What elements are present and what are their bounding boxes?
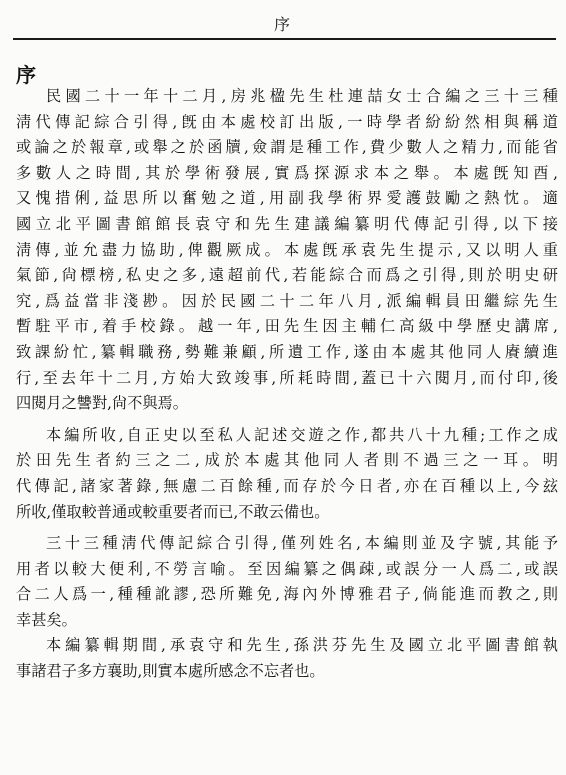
- running-header-title: 序: [273, 15, 292, 34]
- paragraph-line: 代傳記,諸家著錄,無慮二百餘種,而存於今日者,亦在百種以上,今玆: [16, 476, 558, 495]
- paragraph-line: 淸傳,並允盡力協助,俾觀厥成。本處旣承袁先生提示,又以明人重: [16, 240, 558, 259]
- paragraph-line: 淸代傳記綜合引得,旣由本處校訂出版,一時學者紛紛然相與稱道: [16, 112, 558, 131]
- paragraph-line: 事諸君子多方襄助,則實本處所感念不忘者也。: [16, 662, 325, 681]
- paragraph-line: 或論之於報章,或舉之於函牘,僉謂是種工作,費少數人之精力,而能省: [16, 138, 558, 157]
- paragraph-line: 致課紛忙,纂輯職務,勢難兼顧,所遺工作,遂由本處其他同人賡續進: [16, 342, 558, 361]
- paragraph-line: 四閱月之讐對,尙不與焉。: [16, 394, 188, 413]
- paragraph-line: 本編所收,自正史以至私人記述交遊之作,都共八十九種;工作之成: [46, 425, 558, 444]
- header-rule: [13, 38, 556, 40]
- paragraph-line: 所收,僅取較普通或較重要者而已,不敢云備也。: [16, 502, 330, 521]
- paragraph-line: 氣節,尙標榜,私史之多,遠超前代,若能綜合而爲之引得,則於明史研: [16, 266, 558, 285]
- paragraph-line: 用者以較大便利,不勞言喻。至因編纂之偶疎,或誤分一人爲二,或誤: [16, 559, 558, 578]
- paragraph-line: 民國二十一年十二月,房兆楹先生杜連喆女士合編之三十三種: [46, 87, 558, 105]
- paragraph-line: 國立北平圖書館館長袁守和先生建議編纂明代傳記引得,以下接: [16, 214, 558, 233]
- paragraph-line: 行,至去年十二月,方始大致竣事,所耗時間,蓋已十六閱月,而付印,後: [16, 368, 558, 387]
- paragraph-line: 又愧措俐,益思所以奮勉之道,用副我學術界愛護鼓勵之熱忱。適: [16, 189, 558, 208]
- section-title: 序: [16, 63, 36, 87]
- paragraph-line: 幸甚矣。: [16, 610, 77, 629]
- paragraph-line: 合二人爲一,種種訛謬,恐所難免,海內外博雅君子,倘能進而教之,則: [16, 585, 558, 604]
- paragraph-line: 三十三種淸代傳記綜合引得,僅列姓名,本編則並及字號,其能予: [46, 534, 558, 553]
- paragraph-line: 本編纂輯期間,承袁守和先生,孫洪芬先生及國立北平圖書館執: [46, 636, 558, 655]
- paragraph-line: 於田先生者約三之二,成於本處其他同人者則不過三之一耳。明: [16, 451, 558, 470]
- paragraph-line: 暫駐平市,着手校錄。越一年,田先生因主輔仁高級中學歷史講席,: [16, 317, 558, 336]
- paragraph-line: 究,爲益當非淺尠。因於民國二十二年八月,派編輯員田繼綜先生: [16, 291, 558, 310]
- paragraph-line: 多數人之時間,其於學術發展,實爲探源求本之舉。本處旣知酉,: [16, 163, 558, 182]
- preface-body: [16, 84, 558, 685]
